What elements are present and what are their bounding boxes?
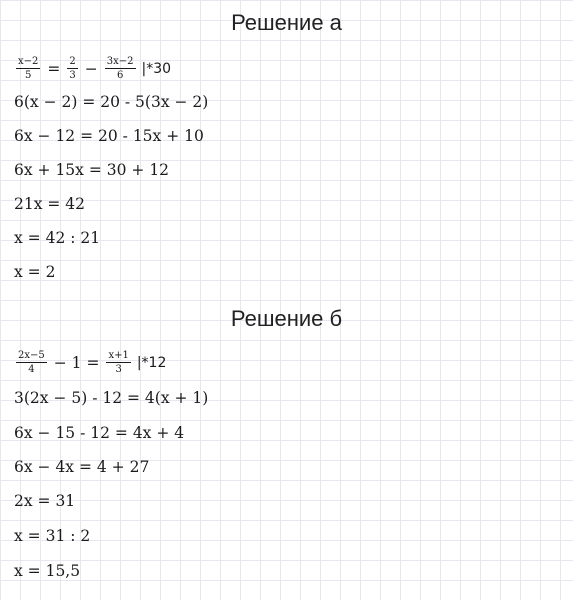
solution-b-step: 6x − 15 - 12 = 4x + 4 — [14, 424, 185, 442]
fraction — [16, 56, 40, 81]
solution-a-step: 6(x − 2) = 20 - 5(3x − 2) — [14, 93, 209, 111]
fraction-numerator: x+1 — [108, 350, 129, 361]
fraction-denominator: 3 — [69, 70, 76, 81]
solution-b-step: 6x − 4x = 4 + 27 — [14, 458, 150, 476]
fraction — [106, 350, 130, 375]
solution-a-step: 6x − 12 = 20 - 15x + 10 — [14, 127, 204, 145]
fraction — [67, 56, 77, 81]
multiplier-note: |*12 — [136, 354, 167, 371]
equals-sign: = — [47, 59, 61, 78]
solution-b-step: x = 31 : 2 — [14, 527, 91, 545]
solution-b-equation — [14, 350, 166, 375]
solution-a-step: x = 42 : 21 — [14, 229, 101, 247]
solution-b-step: 3(2x − 5) - 12 = 4(x + 1) — [14, 389, 209, 407]
solution-a-title: Решение а — [231, 10, 342, 35]
fraction — [105, 56, 136, 81]
solution-b-step: x = 15,5 — [14, 562, 81, 580]
solution-a-step: x = 2 — [14, 263, 56, 281]
solution-a-step: 21x = 42 — [14, 195, 86, 213]
minus-one-equals: − 1 = — [53, 353, 100, 372]
solution-b-step: 2x = 31 — [14, 492, 76, 510]
solution-a-equation — [14, 56, 171, 81]
fraction-numerator: 2 — [69, 56, 76, 67]
fraction — [16, 350, 47, 375]
fraction-numerator: x−2 — [18, 56, 39, 67]
fraction-denominator: 6 — [116, 70, 124, 81]
fraction-denominator: 5 — [25, 70, 32, 81]
solution-b-title: Решение б — [230, 306, 343, 331]
multiplier-note: |*30 — [141, 60, 172, 77]
fraction-numerator: 3x−2 — [106, 56, 134, 67]
fraction-denominator: 3 — [115, 364, 122, 375]
minus-sign: − — [84, 59, 98, 78]
fraction-numerator: 2x−5 — [18, 350, 45, 361]
fraction-denominator: 4 — [28, 364, 35, 375]
solution-a-step: 6x + 15x = 30 + 12 — [14, 161, 170, 179]
